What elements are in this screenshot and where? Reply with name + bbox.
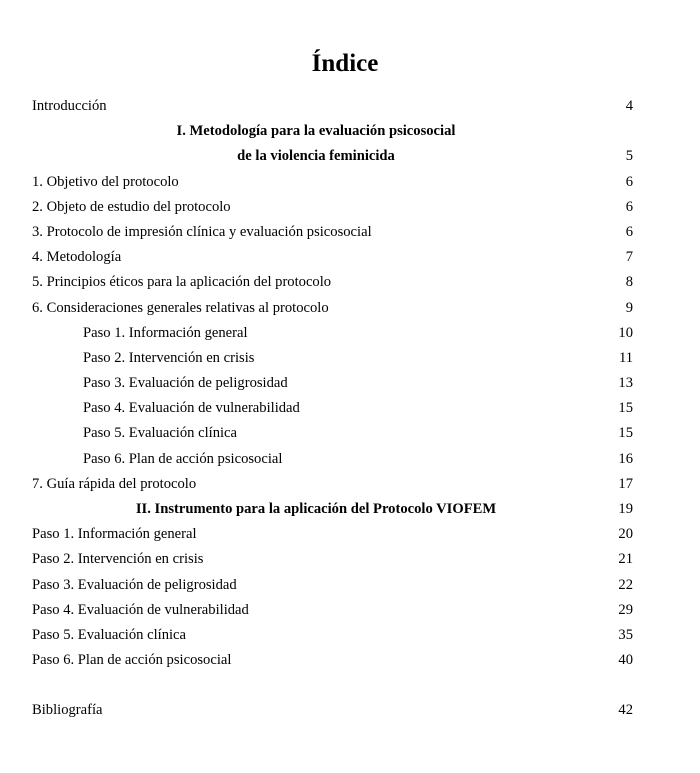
toc-section-heading-1-line-1 bbox=[0, 119, 700, 144]
toc-entry-page: 6 bbox=[625, 198, 633, 215]
toc-entry-label: Paso 2. Intervención en crisis bbox=[32, 551, 204, 568]
toc-entry bbox=[0, 573, 700, 598]
toc-entry-page: 13 bbox=[618, 375, 633, 392]
toc-entry-label: 3. Protocolo de impresión clínica y evaluación psicosocial bbox=[32, 223, 372, 240]
toc-entry-label: Bibliografía bbox=[32, 702, 103, 719]
toc-entry-label: Paso 3. Evaluación de peligrosidad bbox=[32, 576, 237, 593]
toc-entry bbox=[0, 623, 700, 648]
toc-entry-label: Paso 4. Evaluación de vulnerabilidad bbox=[32, 601, 249, 618]
toc-entry-page: 15 bbox=[618, 425, 633, 442]
toc-entry bbox=[0, 648, 700, 673]
toc-entry-page: 15 bbox=[618, 400, 633, 417]
toc-subentry bbox=[0, 447, 700, 472]
page-title: Índice bbox=[311, 50, 379, 77]
toc-entry bbox=[0, 522, 700, 547]
toc-entry bbox=[0, 547, 700, 572]
toc-entry-page: 5 bbox=[625, 148, 633, 165]
toc-entry-page: 29 bbox=[618, 601, 633, 618]
toc-subentry bbox=[0, 321, 700, 346]
toc-entry-page: 11 bbox=[618, 349, 633, 366]
toc-entry-page: 9 bbox=[625, 299, 633, 316]
toc-entry-page: 40 bbox=[618, 652, 633, 669]
toc-entry-label: 7. Guía rápida del protocolo bbox=[32, 475, 197, 492]
toc-entry-page: 35 bbox=[618, 626, 633, 643]
toc-entry-label: 5. Principios éticos para la aplicación del protocolo bbox=[32, 274, 332, 291]
toc-entry-page: 10 bbox=[618, 324, 633, 341]
toc-subentry bbox=[0, 371, 700, 396]
toc-entry-label: Paso 6. Plan de acción psicosocial bbox=[83, 450, 283, 467]
toc-entry-page: 8 bbox=[625, 274, 633, 291]
toc-entry-page: 22 bbox=[618, 576, 633, 593]
toc-entry-label: Paso 6. Plan de acción psicosocial bbox=[32, 652, 232, 669]
toc-section-heading-2 bbox=[0, 497, 700, 522]
toc-entry bbox=[0, 598, 700, 623]
toc-entry bbox=[0, 220, 700, 245]
toc-entry bbox=[0, 472, 700, 497]
toc-entry-page: 17 bbox=[618, 475, 633, 492]
toc-entry-page: 19 bbox=[618, 501, 633, 517]
toc-heading-label: I. Metodología para la evaluación psicosocial bbox=[176, 123, 456, 140]
toc-entry-bibliography bbox=[0, 698, 700, 723]
toc-heading-label: II. Instrumento para la aplicación del Protocolo VIOFEM bbox=[135, 501, 497, 517]
toc-entry-page: 16 bbox=[618, 450, 633, 467]
toc-entry-introduction bbox=[0, 94, 700, 119]
toc-heading-label: de la violencia feminicida bbox=[237, 148, 395, 165]
toc-section-heading-1-line-2 bbox=[0, 144, 700, 169]
toc-entry bbox=[0, 270, 700, 295]
toc-entry bbox=[0, 195, 700, 220]
toc-subentry bbox=[0, 421, 700, 446]
toc-entry bbox=[0, 170, 700, 195]
toc-entry-label: Paso 1. Información general bbox=[83, 324, 248, 341]
spacer bbox=[0, 673, 700, 698]
toc-entry-label: Paso 4. Evaluación de vulnerabilidad bbox=[83, 400, 300, 417]
toc-entry-page: 21 bbox=[618, 551, 633, 568]
toc-entry-label: 1. Objetivo del protocolo bbox=[32, 173, 179, 190]
table-of-contents bbox=[0, 94, 700, 724]
toc-entry-label: 6. Consideraciones generales relativas al protocolo bbox=[32, 299, 329, 316]
toc-entry-page: 4 bbox=[625, 98, 633, 114]
toc-entry-label: 4. Metodología bbox=[32, 249, 122, 266]
toc-entry-label: Paso 1. Información general bbox=[32, 526, 197, 543]
toc-entry bbox=[0, 296, 700, 321]
toc-entry-page: 6 bbox=[625, 173, 633, 190]
toc-entry-page: 7 bbox=[625, 249, 633, 266]
toc-entry-label: Paso 3. Evaluación de peligrosidad bbox=[83, 375, 288, 392]
toc-subentry bbox=[0, 396, 700, 421]
toc-entry-page: 20 bbox=[618, 526, 633, 543]
toc-entry-label: Introducción bbox=[32, 98, 107, 114]
toc-entry-page: 42 bbox=[618, 702, 633, 719]
toc-entry-label: Paso 5. Evaluación clínica bbox=[83, 425, 237, 442]
toc-subentry bbox=[0, 346, 700, 371]
toc-entry-label: Paso 2. Intervención en crisis bbox=[83, 349, 255, 366]
toc-entry-label: Paso 5. Evaluación clínica bbox=[32, 626, 186, 643]
toc-entry bbox=[0, 245, 700, 270]
toc-entry-page: 6 bbox=[625, 223, 633, 240]
toc-entry-label: 2. Objeto de estudio del protocolo bbox=[32, 198, 231, 215]
